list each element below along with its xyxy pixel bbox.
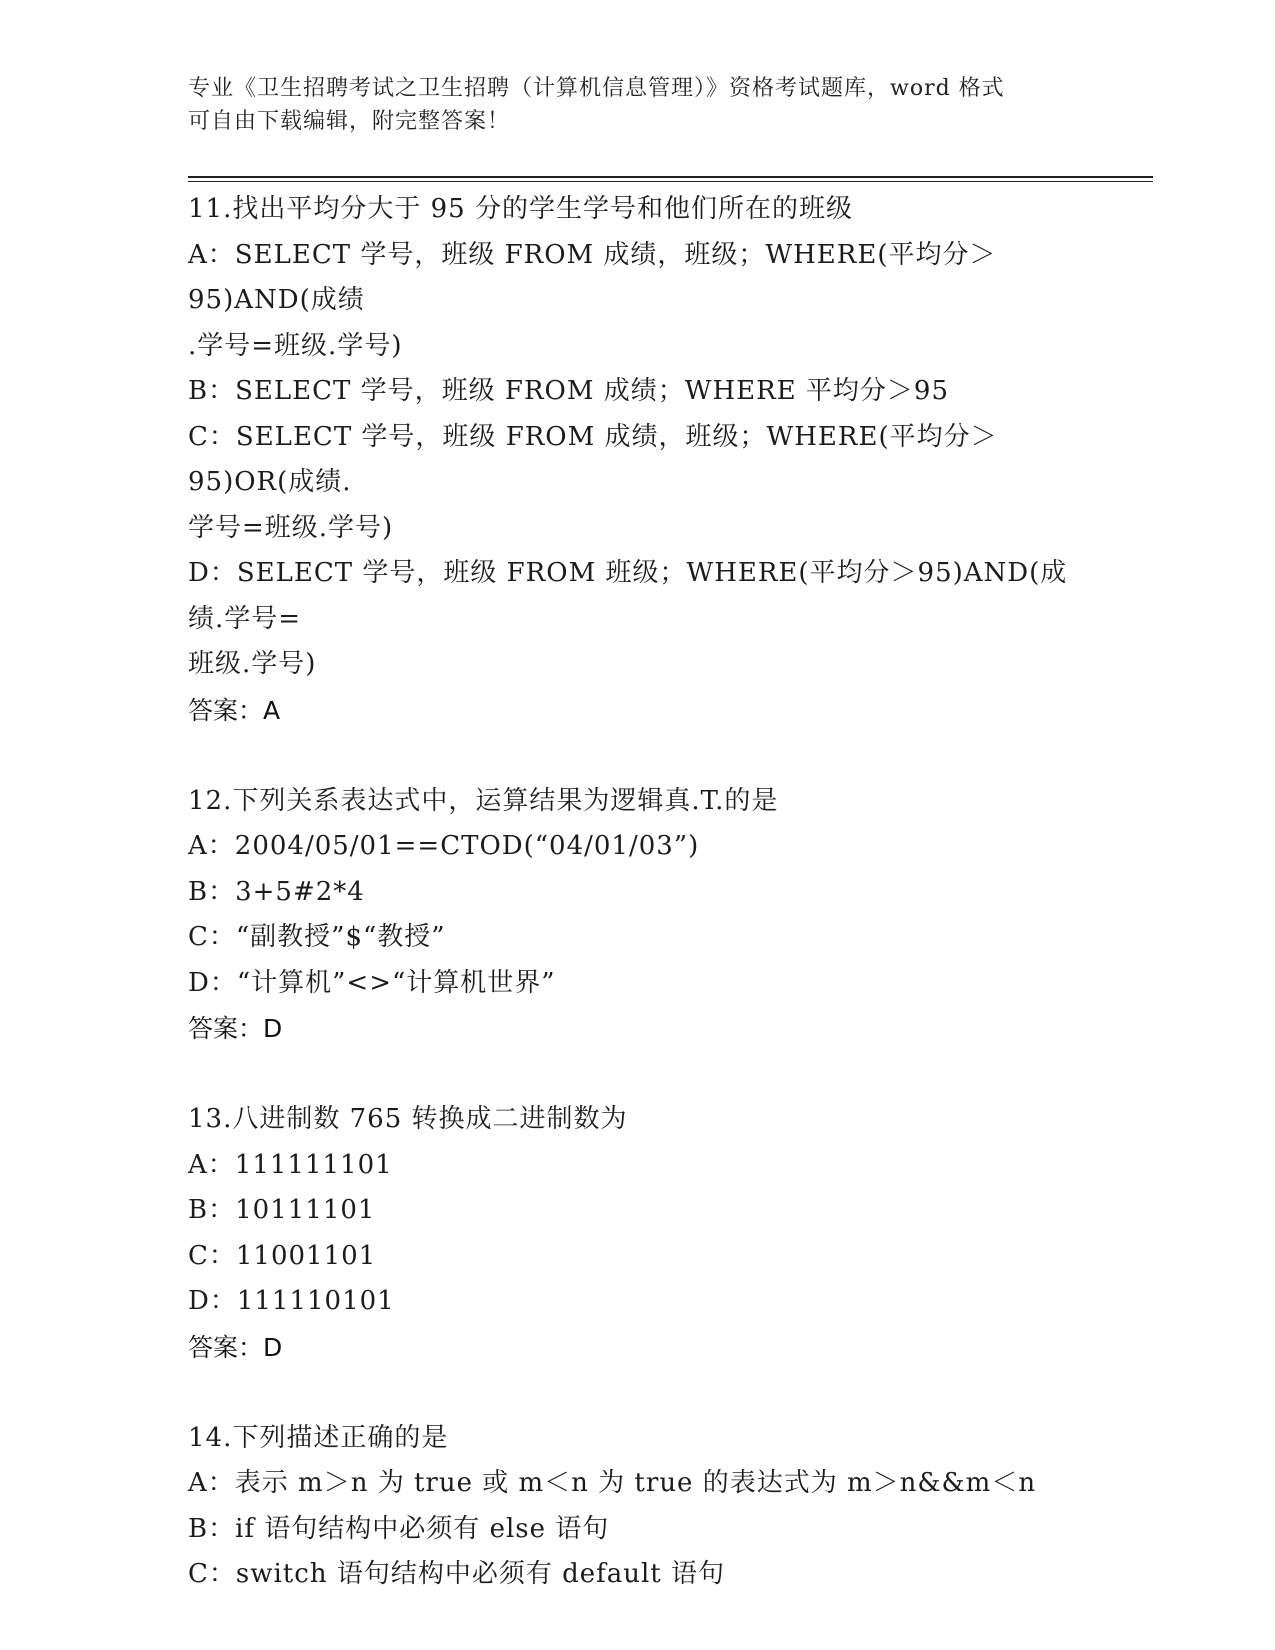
- option-b: B：SELECT 学号，班级 FROM 成绩；WHERE 平均分＞95: [188, 376, 950, 406]
- question-14: [188, 1416, 1088, 1598]
- option-a: A：2004/05/01==CTOD(“04/01/03”): [188, 831, 700, 861]
- option-c: C：SELECT 学号，班级 FROM 成绩，班级；WHERE(平均分＞95)OR(成绩.: [188, 421, 998, 497]
- option-a-continued: .学号=班级.学号): [188, 330, 403, 361]
- option-a: A：SELECT 学号，班级 FROM 成绩，班级；WHERE(平均分＞95)AND(成绩: [188, 239, 997, 315]
- option-d: D：111110101: [188, 1286, 395, 1316]
- header-line-1: 专业《卫生招聘考试之卫生招聘（计算机信息管理）》资格考试题库，word 格式: [188, 76, 1005, 101]
- option-c: C：“副教授”$“教授”: [188, 922, 446, 952]
- option-b: B：3+5#2*4: [188, 876, 365, 907]
- header-rule-thin: [188, 181, 1153, 182]
- header-line-2: 可自由下载编辑，附完整答案！: [188, 109, 511, 134]
- answer-label: 答案：A: [188, 695, 281, 725]
- question-list: [188, 187, 1088, 1644]
- question-stem: 12.下列关系表达式中，运算结果为逻辑真.T.的是: [188, 785, 779, 816]
- header-rule-thick: [188, 176, 1153, 178]
- option-a: A：表示 m＞n 为 true 或 m＜n 为 true 的表达式为 m＞n&&m＜n: [188, 1468, 1037, 1498]
- question-stem: 11.找出平均分大于 95 分的学生学号和他们所在的班级: [188, 194, 853, 224]
- option-d-continued: 班级.学号): [188, 649, 317, 679]
- question-stem: 13.八进制数 765 转换成二进制数为: [188, 1104, 628, 1134]
- document-header: [188, 72, 1088, 138]
- question-13: [188, 1097, 1088, 1370]
- question-12: [188, 779, 1088, 1052]
- option-d: D：SELECT 学号，班级 FROM 班级；WHERE(平均分＞95)AND(成绩.学号=: [188, 558, 1068, 634]
- option-c: C：switch 语句结构中必须有 default 语句: [188, 1559, 726, 1589]
- option-b: B：if 语句结构中必须有 else 语句: [188, 1513, 610, 1544]
- answer-label: 答案：D: [188, 1332, 283, 1362]
- answer-label: 答案：D: [188, 1014, 283, 1043]
- option-c-continued: 学号=班级.学号): [188, 512, 394, 543]
- option-b: B：10111101: [188, 1195, 376, 1225]
- option-a: A：111111101: [188, 1149, 393, 1180]
- option-c: C：11001101: [188, 1240, 377, 1271]
- question-stem: 14.下列描述正确的是: [188, 1422, 449, 1453]
- question-11: [188, 187, 1088, 733]
- option-d: D：“计算机”<>“计算机世界”: [188, 967, 556, 998]
